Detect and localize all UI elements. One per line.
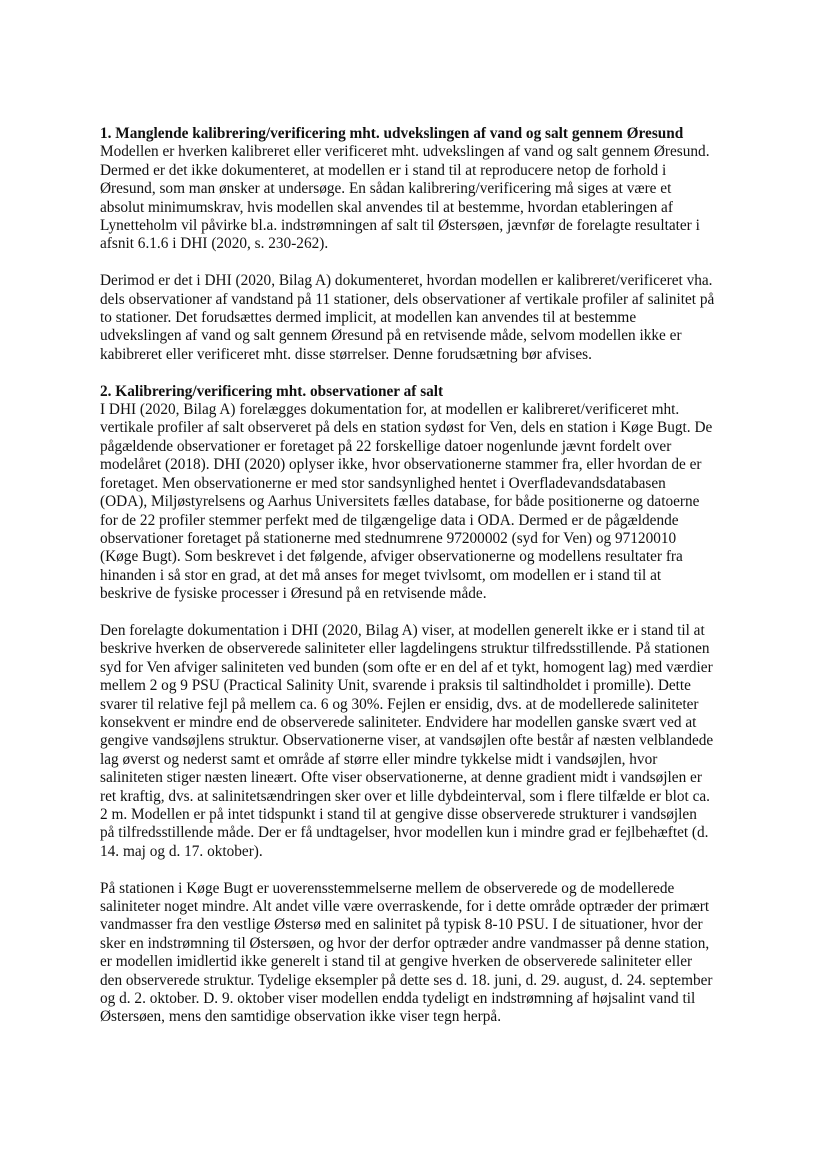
text-line: Øresund, som man ønsker at undersøge. En sådan kalibrering/verificering må siges at være et <box>100 180 672 198</box>
text-line: beskrive hverken de observerede saliniteter eller lagdelingens struktur tilfredsstillende. På stationen <box>100 640 710 658</box>
text-line: foretaget. Men observationerne er med stor sandsynlighed hentet i Overfladevandsdatabasen <box>100 474 666 492</box>
section-1-paragraph-2 <box>100 272 740 364</box>
text-line: 2 m. Modellen er på intet tidspunkt i stand til at gengive disse observerede strukturer i vandsøjlen <box>100 805 697 823</box>
text-line: udvekslingen af vand og salt gennem Øresund på en retvisende måde, selvom modellen ikke er <box>100 327 682 345</box>
text-line: svarer til relative fejl på mellem ca. 6 og 30%. Fejlen er ensidig, dvs. at de modellerede saliniteter <box>100 695 699 713</box>
text-line: på tilfredsstillende måde. Der er få undtagelser, hvor modellen kun i mindre grad er fejlbehæftet (d. <box>100 824 709 842</box>
text-line: den observerede struktur. Tydelige eksempler på dette ses d. 18. juni, d. 29. august, d. 24. september <box>100 971 713 989</box>
text-line: syd for Ven afviger saliniteten ved bunden (som ofte er en del af et tykt, homogent lag) med værdier <box>100 658 713 676</box>
section-2-heading: 2. Kalibrering/verificering mht. observationer af salt <box>100 382 444 400</box>
text-line: Østersøen, mens den samtidige observation ikke viser tegn herpå. <box>100 1008 502 1026</box>
text-line: I DHI (2020, Bilag A) forelægges dokumentation for, at modellen er kalibreret/verificeret mht. <box>100 401 680 419</box>
section-2-paragraph-3 <box>100 880 740 1027</box>
section-1-heading: 1. Manglende kalibrering/verificering mht. udvekslingen af vand og salt gennem Øresund <box>100 125 684 142</box>
text-line: og d. 2. oktober. D. 9. oktober viser modellen endda tydeligt en indstrømning af højsalint vand til <box>100 990 696 1008</box>
text-line: (ODA), Miljøstyrelsens og Aarhus Universitets fælles database, for både positionerne og datoerne <box>100 493 700 511</box>
text-line: Den forelagte dokumentation i DHI (2020, Bilag A) viser, at modellen generelt ikke er i stand til at <box>100 621 705 639</box>
section-2-paragraph-2 <box>100 622 740 861</box>
text-line: pågældende observationer er foretaget på 22 forskellige datoer nogenlunde jævnt fordelt over <box>100 437 672 455</box>
text-line: vertikale profiler af salt observeret på dels en station sydøst for Ven, dels en station i Køge Bugt. De <box>100 419 713 437</box>
text-line: hinanden i så stor en grad, at det må anses for meget tvivlsomt, om modellen er i stand til at <box>100 566 662 584</box>
text-line: dels observationer af vandstand på 11 stationer, dels observationer af vertikale profiler af salinitet på <box>100 290 715 308</box>
text-line: ret kraftig, dvs. at salinitetsændringen sker over et lille dybdeinterval, som i flere tilfælde er blot ca. <box>100 787 711 805</box>
text-line: sker en indstrømning til Østersøen, og hvor der derfor optræder andre vandmasser på denne station, <box>100 934 710 952</box>
text-line: to stationer. Det forudsættes dermed implicit, at modellen kan anvendes til at bestemme <box>100 309 637 327</box>
text-line: saliniteten stiger næsten lineært. Ofte viser observationerne, at denne gradient midt i vandsøjlen er <box>100 769 702 787</box>
text-line: Modellen er hverken kalibreret eller verificeret mht. udvekslingen af vand og salt gennem Øresund. <box>100 143 710 161</box>
paragraph-spacer <box>100 254 740 272</box>
section-1-paragraph-1 <box>100 143 740 253</box>
text-line: lag øverst og nederst samt et område af større eller mindre tykkelse midt i vandsøjlen, hvor <box>100 750 658 768</box>
text-line: Derimod er det i DHI (2020, Bilag A) dokumenteret, hvordan modellen er kalibreret/verificeret vha. <box>100 272 713 290</box>
text-line: gengive vandsøjlens struktur. Observationerne viser, at vandsøjlen ofte består af næsten velblandede <box>100 732 714 750</box>
text-line: for de 22 profiler stemmer perfekt med de tilgængelige data i ODA. Dermed er de pågældende <box>100 511 679 529</box>
section-2-paragraph-1 <box>100 401 740 603</box>
text-line: Dermed er det ikke dokumenteret, at modellen er i stand til at reproducere netop de forhold i <box>100 161 667 179</box>
paragraph-spacer <box>100 861 740 879</box>
paragraph-spacer <box>100 364 740 382</box>
text-line: afsnit 6.1.6 i DHI (2020, s. 230-262). <box>100 235 329 253</box>
text-line: observationer foretaget på stationerne med stednumrene 97200002 (syd for Ven) og 97120010 <box>100 529 677 547</box>
text-line: kabibreret eller verificeret mht. disse størrelser. Denne forudsætning bør afvises. <box>100 345 592 363</box>
text-line: vandmasser fra den vestlige Østersø med en salinitet på typisk 8-10 PSU. I de situationer, hvor der <box>100 916 703 934</box>
paragraph-spacer <box>100 604 740 622</box>
text-line: (Køge Bugt). Som beskrevet i det følgende, afviger observationerne og modellens resultater fra <box>100 548 683 566</box>
text-line: Lynetteholm vil påvirke bl.a. indstrømningen af salt til Østersøen, jævnfør de forelagte resultater i <box>100 217 700 235</box>
text-line: absolut minimumskrav, hvis modellen skal anvendes til at bestemme, hvordan etableringen af <box>100 198 673 216</box>
text-line: er modellen imidlertid ikke generelt i stand til at gengive hverken de observerede saliniteter eller <box>100 953 693 971</box>
document-page <box>100 125 740 1027</box>
text-line: På stationen i Køge Bugt er uoverensstemmelserne mellem de observerede og de modellerede <box>100 879 675 897</box>
text-line: konsekvent er mindre end de observerede saliniteter. Endvidere har modellen ganske svært ved at <box>100 713 697 731</box>
text-line: beskrive de fysiske processer i Øresund på en retvisende måde. <box>100 585 487 603</box>
text-line: modelåret (2018). DHI (2020) oplyser ikke, hvor observationerne stammer fra, eller hvordan de er <box>100 456 702 474</box>
text-line: saliniteter noget mindre. Alt andet ville være overraskende, for i dette område optræder der primært <box>100 898 710 915</box>
text-line: mellem 2 og 9 PSU (Practical Salinity Unit, svarende i praksis til saltindholdet i promille). Dette <box>100 677 691 695</box>
text-line: 14. maj og d. 17. oktober). <box>100 842 263 860</box>
